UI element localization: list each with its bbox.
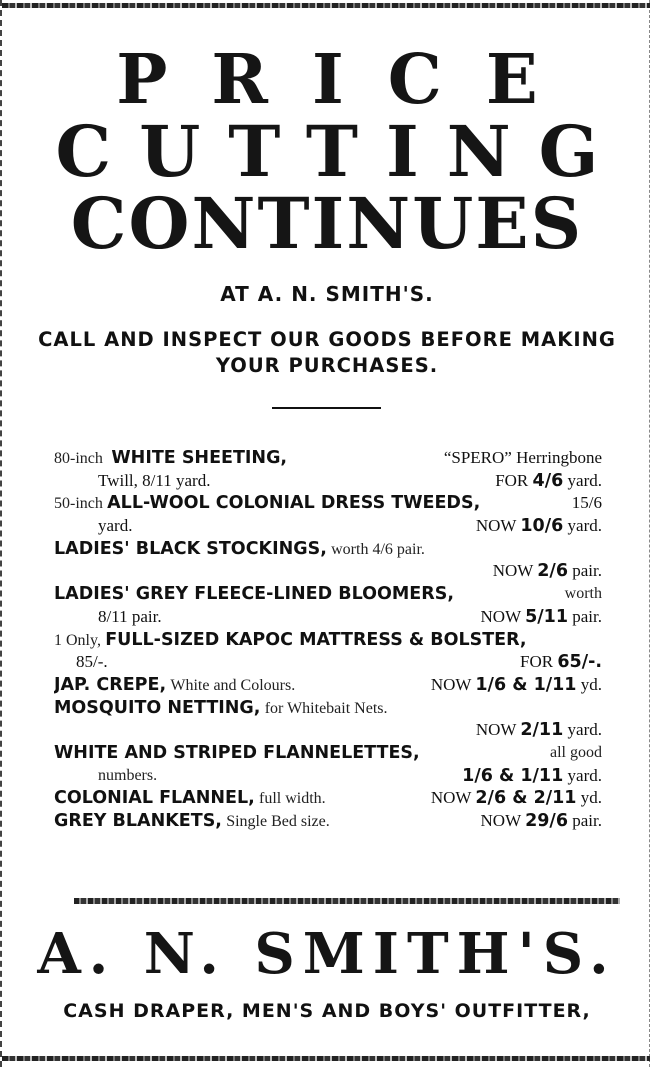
list-item-stockings-cont — [54, 560, 602, 583]
flannel-unit: yd. — [580, 788, 602, 808]
crepe-price-label: NOW — [430, 674, 472, 694]
flannelettes-desc: all good — [550, 743, 602, 761]
flannel-name: COLONIAL FLANNEL, — [54, 788, 255, 809]
tweeds-name: ALL-WOOL COLONIAL DRESS TWEEDS, — [107, 493, 481, 514]
list-item-mattress — [54, 629, 602, 652]
bloomers-was: 8/11 pair. — [98, 606, 162, 626]
top-border-rule — [2, 3, 650, 8]
list-item-sheeting — [54, 447, 602, 470]
bloomers-name: LADIES' GREY FLEECE-LINED BLOOMERS, — [54, 584, 454, 605]
section-divider — [272, 407, 381, 409]
flannelettes-name: WHITE AND STRIPED FLANNELETTES, — [54, 742, 420, 763]
mattress-price: 65/-. — [557, 652, 602, 673]
mattress-price-label: FOR — [520, 652, 554, 672]
sheeting-unit: yard. — [567, 470, 602, 490]
stockings-name: LADIES' BLACK STOCKINGS, — [54, 538, 327, 559]
netting-desc: for Whitebait Nets. — [264, 699, 388, 717]
list-item-sheeting-cont — [54, 470, 602, 493]
flannelettes-unit: yard. — [567, 765, 602, 785]
list-item-bloomers — [54, 583, 602, 606]
mattress-prefix: 1 Only, — [54, 631, 101, 649]
list-item-netting — [54, 697, 602, 720]
stockings-price-label: NOW — [492, 561, 533, 581]
sheeting-size: 80-inch — [54, 450, 103, 467]
netting-price-label: NOW — [475, 720, 517, 740]
mattress-name: FULL-SIZED KAPOC MATTRESS & BOLSTER, — [105, 629, 527, 650]
stockings-price: 2/6 — [537, 561, 568, 582]
sheeting-price: 4/6 — [532, 470, 564, 491]
crepe-unit: yd. — [580, 674, 602, 694]
blankets-price: 29/6 — [525, 811, 568, 831]
mattress-was: 85/-. — [76, 652, 108, 672]
sheeting-desc: “SPERO” Herringbone — [443, 448, 602, 467]
bloomers-was-label: worth — [564, 585, 602, 603]
list-item-flannel — [54, 787, 602, 810]
tweeds-size: 50-inch — [54, 495, 103, 513]
flannelettes-price: 1/6 & 1/11 — [462, 765, 564, 786]
tweeds-unit: yard. — [567, 516, 602, 536]
at-shop-line: AT A. N. SMITH'S. — [220, 282, 434, 306]
tweeds-was: 15/6 — [571, 493, 602, 513]
list-item-netting-cont — [54, 719, 602, 742]
stockings-unit: pair. — [572, 561, 602, 581]
bottom-border-rule — [2, 1056, 650, 1061]
shop-name: A. N. SMITH'S. — [37, 921, 617, 987]
stockings-was: worth 4/6 pair. — [331, 540, 425, 558]
flannel-price-label: NOW — [430, 788, 472, 808]
sheeting-desc-2: Twill, 8/11 yard. — [98, 470, 211, 490]
netting-name: MOSQUITO NETTING, — [54, 697, 261, 718]
blankets-name: GREY BLANKETS, — [54, 811, 222, 831]
netting-price: 2/11 — [520, 720, 564, 741]
sheeting-price-label: FOR — [495, 470, 529, 490]
list-item-tweeds — [54, 492, 602, 515]
headline-continues: CONTINUES — [70, 182, 584, 265]
crepe-desc: White and Colours. — [170, 676, 296, 694]
headline-cutting: CUTTING — [55, 110, 627, 193]
call-line-2: YOUR PURCHASES. — [215, 354, 439, 377]
flannel-price: 2/6 & 2/11 — [475, 788, 577, 809]
shop-description: CASH DRAPER, MEN'S AND BOYS' OUTFITTER, — [63, 1000, 591, 1022]
list-item-bloomers-cont — [54, 606, 602, 629]
blankets-price-label: NOW — [480, 811, 521, 830]
footer-divider-rule — [74, 898, 620, 904]
tweeds-price-label: NOW — [475, 516, 517, 536]
price-list — [54, 447, 602, 833]
headline-price: PRICE — [116, 40, 582, 120]
crepe-name: JAP. CREPE, — [54, 674, 167, 695]
sheeting-name: WHITE SHEETING, — [111, 448, 288, 468]
list-item-flannelettes — [54, 742, 602, 765]
blankets-desc: Single Bed size. — [226, 813, 330, 830]
tweeds-price: 10/6 — [520, 516, 564, 537]
bloomers-price-label: NOW — [480, 606, 521, 626]
bloomers-unit: pair. — [572, 606, 602, 626]
list-item-tweeds-cont — [54, 515, 602, 538]
list-item-stockings — [54, 538, 602, 561]
call-line-1: CALL AND INSPECT OUR GOODS BEFORE MAKING — [38, 328, 616, 351]
bloomers-price: 5/11 — [525, 606, 568, 627]
list-item-crepe — [54, 674, 602, 697]
tweeds-unit-line: yard. — [98, 516, 133, 536]
call-to-inspect — [2, 327, 650, 379]
blankets-unit: pair. — [572, 811, 602, 830]
list-item-blankets — [54, 810, 602, 833]
list-item-flannelettes-cont — [54, 765, 602, 788]
flannel-desc: full width. — [259, 790, 326, 808]
netting-unit: yard. — [567, 720, 602, 740]
flannelettes-desc-2: numbers. — [98, 766, 158, 784]
list-item-mattress-cont — [54, 651, 602, 674]
crepe-price: 1/6 & 1/11 — [475, 674, 577, 695]
